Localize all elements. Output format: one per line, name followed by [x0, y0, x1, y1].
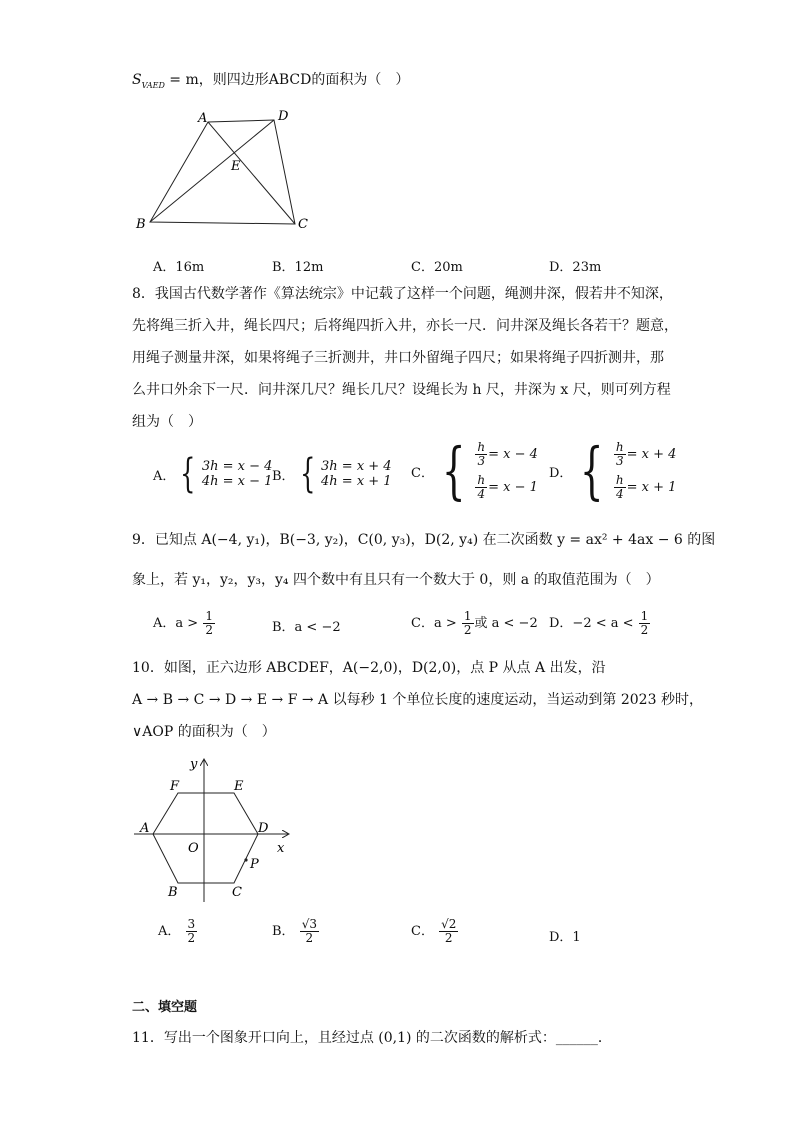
q8-d-rhs1: = x + 4	[626, 447, 677, 462]
q7-label-c: C	[298, 217, 308, 232]
q8-d-num2: h	[615, 473, 624, 487]
q8-c-rhs2: = x − 1	[488, 480, 538, 495]
q7-label-d: D	[278, 109, 289, 124]
q9-option-c-den: 2	[463, 623, 472, 637]
q9-option-a-num: 1	[205, 609, 213, 623]
q10-label-c: C	[232, 885, 242, 900]
q10-hexagon-figure	[132, 756, 302, 906]
q9-option-a[interactable]	[153, 610, 216, 637]
q8-option-c-brace: {	[441, 434, 466, 507]
q11-text: 11．写出一个图象开口向上，且经过点 (0,1) 的二次函数的解析式：______．	[132, 1030, 612, 1046]
q8-option-b-label: B．	[272, 468, 295, 484]
q7-diagonal-ac	[208, 122, 295, 224]
q8-d-num1: h	[615, 440, 624, 454]
q7-diagonal-bd	[150, 120, 274, 222]
q10-label-p: P	[250, 857, 259, 872]
q8-option-b-brace: {	[299, 451, 315, 497]
q7-quadrilateral-figure	[132, 104, 322, 234]
q9-option-d[interactable]	[549, 610, 651, 637]
q10-hexagon	[153, 793, 258, 883]
q10-option-a-label: A．	[158, 924, 181, 939]
section-heading: 二、填空题	[132, 1000, 198, 1015]
q9-line-2: 象上，若 y₁，y₂，y₃，y₄ 四个数中有且只有一个数大于 0，则 a 的取值范围为（ ）	[132, 572, 660, 588]
q10-option-b-num: √3	[301, 917, 317, 931]
q8-line-5: 组为（ ）	[132, 414, 202, 430]
q10-line-1: 10．如图，正六边形 ABCDEF，A(−2,0)，D(2,0)，点 P 从点 A 出发，沿	[132, 660, 606, 676]
q10-option-c-den: 2	[444, 931, 453, 945]
q10-option-c-num: √2	[441, 917, 457, 931]
q10-line-2: A → B → C → D → E → F → A 以每秒 1 个单位长度的速度运动，当运动到第 2023 秒时，	[132, 692, 703, 708]
q10-line-3: ∨AOP 的面积为（ ）	[132, 724, 276, 740]
q10-option-c-label: C．	[411, 924, 434, 939]
q8-option-a-label: A．	[153, 468, 176, 484]
q9-option-a-text: A．a >	[153, 616, 199, 631]
q10-label-b: B	[168, 885, 178, 900]
q8-c-rhs1: = x − 4	[488, 447, 538, 462]
q8-option-a[interactable]	[153, 451, 273, 497]
q8-option-a-eq2: 4h = x − 1	[201, 474, 273, 489]
q10-option-c[interactable]	[411, 918, 459, 945]
q9-option-d-text: D．−2 < a <	[549, 616, 634, 631]
q10-option-a-num: 3	[187, 917, 196, 931]
q7-label-b: B	[136, 217, 146, 232]
q7-label-a: A	[198, 111, 208, 126]
q10-option-b-den: 2	[305, 931, 314, 945]
q10-label-a: A	[140, 821, 150, 836]
q8-c-den1: 3	[477, 454, 486, 468]
q7-quad-outline	[150, 120, 295, 224]
q8-d-rhs2: = x + 1	[626, 480, 677, 495]
q7-s-subscript: VAED	[141, 80, 165, 90]
q8-option-b[interactable]	[272, 451, 392, 497]
q8-d-den2: 4	[615, 487, 624, 501]
q8-line-1: 8．我国古代数学著作《算法统宗》中记载了这样一个问题，绳测井深，假若井不知深，	[132, 286, 673, 302]
q7-label-e: E	[231, 159, 241, 174]
q8-c-den2: 4	[477, 487, 486, 501]
q9-option-c-num: 1	[463, 609, 472, 623]
q9-option-b[interactable]: B．a < −2	[272, 620, 341, 635]
q10-option-b-label: B．	[272, 924, 295, 939]
q8-line-3: 用绳子测量井深，如果将绳子三折测井，井口外留绳子四尺；如果将绳子四折测井，那	[132, 350, 664, 366]
q10-option-a[interactable]	[158, 918, 198, 945]
q7-option-d[interactable]: D．23m	[549, 260, 602, 275]
q8-option-c-label: C．	[411, 465, 434, 481]
q8-line-2: 先将绳三折入井，绳长四尺；后将绳四折入井，亦长一尺．问井深及绳长各若干？题意，	[132, 318, 678, 334]
q9-line-1: 9．已知点 A(−4, y₁)，B(−3, y₂)，C(0, y₃)，D(2, y₄) 在二次函数 y = ax² + 4ax − 6 的图	[132, 532, 716, 548]
q7-option-a[interactable]: A．16m	[153, 260, 205, 275]
q10-label-x: x	[277, 841, 285, 856]
q9-option-a-den: 2	[205, 623, 213, 637]
q8-option-d[interactable]	[549, 434, 677, 507]
q7-stem	[132, 70, 409, 96]
q8-line-4: 么井口外余下一尺．问井深几尺？绳长几尺？设绳长为 h 尺，井深为 x 尺，则可列方程	[132, 382, 671, 398]
q9-option-c[interactable]	[411, 610, 538, 637]
q8-c-num1: h	[477, 440, 486, 454]
q7-stem-tail: = m，则四边形ABCD的面积为（ ）	[164, 72, 410, 88]
q8-d-den1: 3	[615, 454, 624, 468]
q8-option-c[interactable]	[411, 434, 538, 507]
q9-option-d-num: 1	[640, 609, 649, 623]
q10-label-o: O	[188, 841, 199, 856]
q8-option-d-brace: {	[580, 434, 604, 507]
q9-option-d-den: 2	[640, 623, 649, 637]
q7-option-b[interactable]: B．12m	[272, 260, 324, 275]
q8-c-num2: h	[477, 473, 486, 487]
q10-option-a-den: 2	[187, 931, 196, 945]
q8-option-b-eq2: 4h = x + 1	[321, 474, 392, 489]
q10-label-y: y	[190, 757, 198, 772]
q10-option-d[interactable]: D．1	[549, 930, 581, 945]
q8-option-a-brace: {	[180, 451, 196, 497]
q9-option-c-text: C．a >	[411, 616, 457, 631]
q10-label-d: D	[258, 821, 269, 836]
q10-label-f: F	[170, 779, 180, 794]
q10-point-p	[244, 858, 247, 861]
q10-option-b[interactable]	[272, 918, 320, 945]
q8-option-a-eq1: 3h = x − 4	[201, 459, 273, 474]
q8-option-d-label: D．	[549, 465, 573, 481]
q8-option-b-eq1: 3h = x + 4	[321, 459, 392, 474]
q10-label-e: E	[234, 779, 244, 794]
q7-s-symbol: S	[132, 72, 142, 88]
q9-option-c-post: 或 a < −2	[474, 616, 538, 631]
q7-option-c[interactable]: C．20m	[411, 260, 463, 275]
